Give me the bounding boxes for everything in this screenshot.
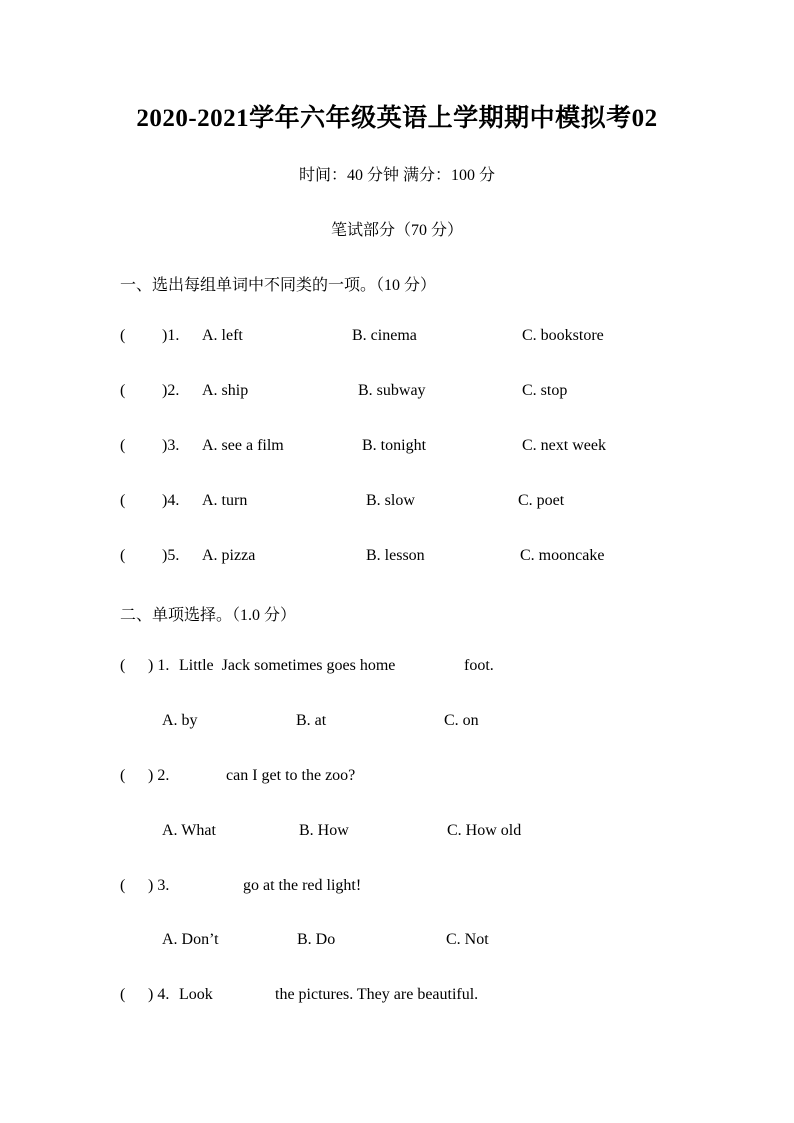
question-number: ) 1. bbox=[148, 657, 170, 674]
option-a: A. left bbox=[202, 327, 243, 344]
question-stem-end: foot. bbox=[464, 657, 494, 674]
option-b: B. subway bbox=[358, 382, 426, 399]
option-a: A. Don’t bbox=[162, 931, 219, 948]
question-stem: Little Jack sometimes goes home bbox=[179, 657, 396, 674]
answer-paren[interactable]: ( bbox=[120, 492, 126, 509]
answer-paren[interactable]: ( bbox=[120, 767, 126, 784]
option-c: C. How old bbox=[447, 822, 522, 839]
option-c: C. next week bbox=[522, 437, 606, 454]
question-number: )1. bbox=[162, 327, 180, 344]
part2-heading: 二、单项选择。（1.0 分） bbox=[120, 607, 297, 624]
answer-paren[interactable]: ( bbox=[120, 877, 126, 894]
time-info: 时间：40 分钟 满分：100 分 bbox=[298, 167, 495, 184]
option-a: A. pizza bbox=[202, 547, 256, 564]
option-b: B. Do bbox=[297, 931, 336, 948]
question-number: ) 3. bbox=[148, 877, 170, 894]
answer-paren[interactable]: ( bbox=[120, 327, 126, 344]
question-number: ) 4. bbox=[148, 986, 170, 1003]
question-stem: Look bbox=[179, 986, 213, 1003]
question-stem-end: can I get to the zoo? bbox=[226, 767, 356, 784]
question-stem-end: the pictures. They are beautiful. bbox=[275, 986, 479, 1003]
section-written: 笔试部分（70 分） bbox=[330, 222, 463, 239]
part1-heading: 一、选出每组单词中不同类的一项。（10 分） bbox=[120, 277, 437, 294]
option-b: B. slow bbox=[366, 492, 415, 509]
option-b: B. cinema bbox=[352, 327, 417, 344]
question-stem-end: go at the red light! bbox=[243, 877, 362, 894]
question-number: )2. bbox=[162, 382, 180, 399]
question-number: )5. bbox=[162, 547, 180, 564]
answer-paren[interactable]: ( bbox=[120, 437, 126, 454]
question-number: )3. bbox=[162, 437, 180, 454]
question-number: ) 2. bbox=[148, 767, 170, 784]
option-c: C. poet bbox=[518, 492, 565, 509]
option-a: A. What bbox=[162, 822, 216, 839]
answer-paren[interactable]: ( bbox=[120, 547, 126, 564]
option-a: A. turn bbox=[202, 492, 248, 509]
answer-paren[interactable]: ( bbox=[120, 986, 126, 1003]
option-c: C. bookstore bbox=[522, 327, 604, 344]
option-b: B. lesson bbox=[366, 547, 425, 564]
option-a: A. by bbox=[162, 712, 198, 729]
page-title: 2020-2021学年六年级英语上学期期中模拟考02 bbox=[136, 105, 658, 132]
question-number: )4. bbox=[162, 492, 180, 509]
option-c: C. stop bbox=[522, 382, 568, 399]
option-b: B. How bbox=[299, 822, 349, 839]
option-b: B. tonight bbox=[362, 437, 427, 454]
option-a: A. see a film bbox=[202, 437, 284, 454]
option-a: A. ship bbox=[202, 382, 249, 399]
answer-paren[interactable]: ( bbox=[120, 657, 126, 674]
answer-paren[interactable]: ( bbox=[120, 382, 126, 399]
option-c: C. Not bbox=[446, 931, 489, 948]
option-c: C. mooncake bbox=[520, 547, 605, 564]
option-c: C. on bbox=[444, 712, 479, 729]
option-b: B. at bbox=[296, 712, 327, 729]
